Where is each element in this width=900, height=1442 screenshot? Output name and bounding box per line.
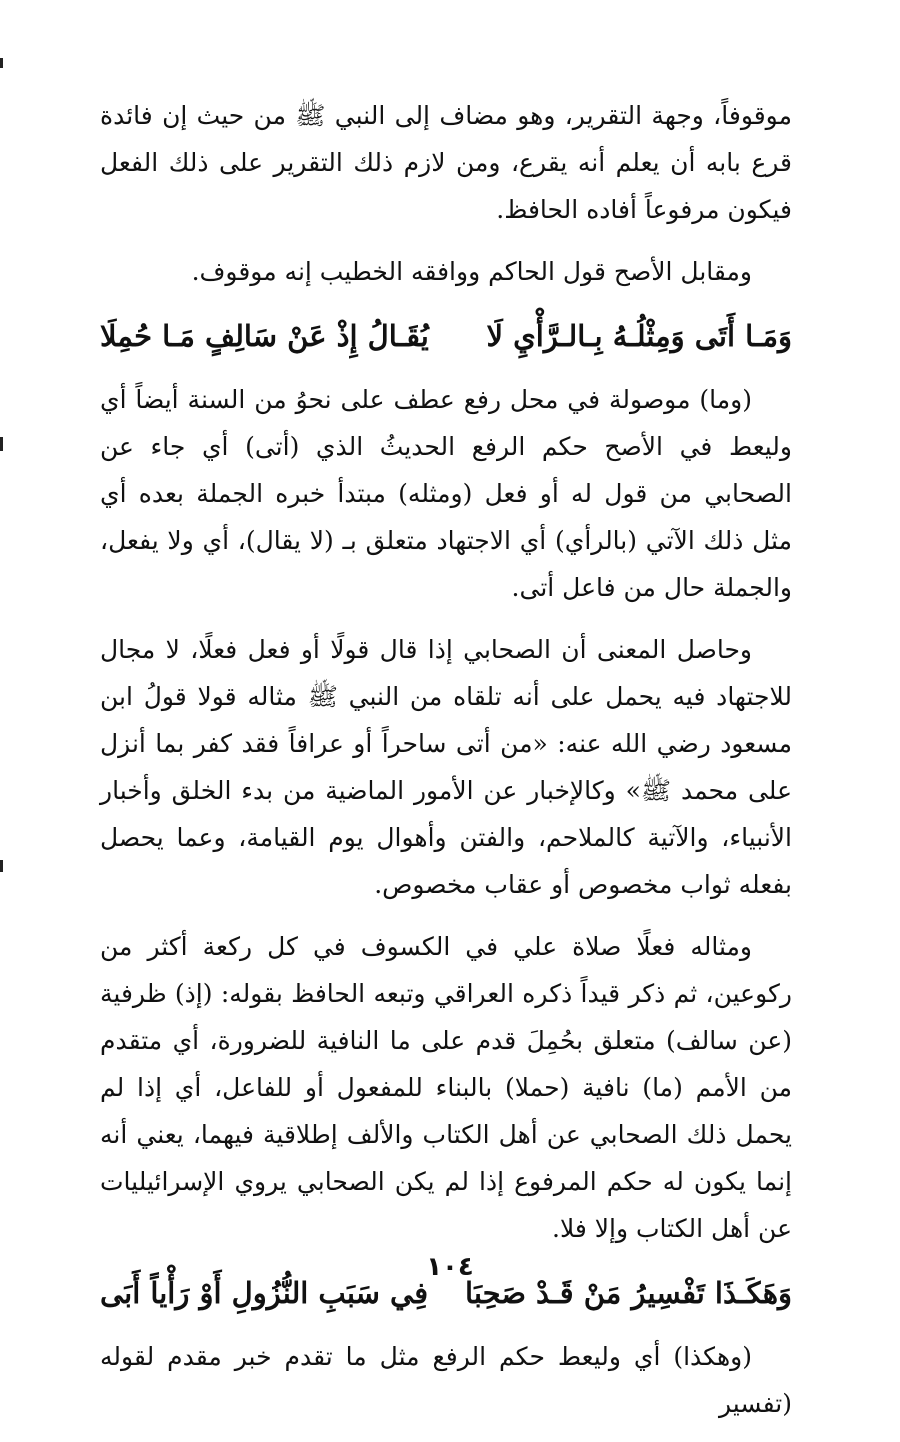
verse-2-second-hemistich: فِي سَبَبِ النُّزُولِ أَوْ رَأْياً أَبَى bbox=[100, 1276, 429, 1310]
page-number: ١٠٤ bbox=[426, 1252, 474, 1282]
margin-mark bbox=[0, 58, 3, 68]
verse-1-second-hemistich: يُقَـالُ إِذْ عَنْ سَالِفٍ مَـا حُمِلَا bbox=[100, 319, 429, 353]
paragraph-5: ومثاله فعلًا صلاة علي في الكسوف في كل ركعة أكثر من ركوعين، ثم ذكر قيداً ذكره العراقي وتبعه الحافظ بقوله: (إذ) ظرفية (عن سالف) متعلق بحُمِلَ قدم على ما النافية للضرورة، أي متقدم من الأمم (ما) نافية (حملا) بالبناء للمفعول أو للفاعل، أي إذا لم يحمل ذلك الصحابي عن أهل الكتاب والألف إطلاقية فيهما، يعني أنه إنما يكون له حكم المرفوع إذا لم يكن الصحابي يروي الإسرائيليات عن أهل الكتاب وإلا فلا. bbox=[100, 932, 792, 1243]
margin-mark bbox=[0, 860, 3, 872]
paragraph-6: (وهكذا) أي وليعط حكم الرفع مثل ما تقدم خبر مقدم لقوله (تفسير bbox=[100, 1342, 792, 1418]
margin-mark bbox=[0, 437, 3, 451]
paragraph-4: وحاصل المعنى أن الصحابي إذا قال قولًا أو فعل فعلًا، لا مجال للاجتهاد فيه يحمل على أنه تلقاه من النبي ﷺ مثاله قولا قولُ ابن مسعود رضي الله عنه: «من أتى ساحراً أو عرافاً فقد كفر بما أنزل على محمد ﷺ» وكالإخبار عن الأمور الماضية من بدء الخلق وأخبار الأنبياء، والآتية كالملاحم، والفتن وأهوال يوم القيامة، وعما يحصل بفعله ثواب مخصوص أو عقاب مخصوص. bbox=[100, 635, 792, 899]
page-body bbox=[100, 92, 792, 1442]
paragraph-1: موقوفاً، وجهة التقرير، وهو مضاف إلى النبي ﷺ من حيث إن فائدة قرع بابه أن يعلم أنه يقرع، ومن لازم ذلك التقرير على ذلك الفعل فيكون مرفوعاً أفاده الحافظ. bbox=[100, 101, 792, 224]
verse-2-first-hemistich: وَهَكَـذَا تَفْسِيرُ مَنْ قَـدْ صَحِبَا bbox=[465, 1276, 792, 1310]
verse-1-first-hemistich: وَمَـا أَتَى وَمِثْلُـهُ بِـالـرَّأْيِ لَا bbox=[486, 319, 792, 353]
paragraph-3: (وما) موصولة في محل رفع عطف على نحوُ من السنة أيضاً أي وليعط في الأصح حكم الرفع الحديثُ الذي (أتى) أي جاء عن الصحابي من قول له أو فعل (ومثله) مبتدأ خبره الجملة بعده أي مثل ذلك الآتي (بالرأي) أي الاجتهاد متعلق بـ (لا يقال)، أي ولا يفعل، والجملة حال من فاعل أتى. bbox=[100, 385, 792, 602]
paragraph-2: ومقابل الأصح قول الحاكم ووافقه الخطيب إنه موقوف. bbox=[191, 257, 752, 286]
verse-line-1 bbox=[100, 310, 792, 362]
